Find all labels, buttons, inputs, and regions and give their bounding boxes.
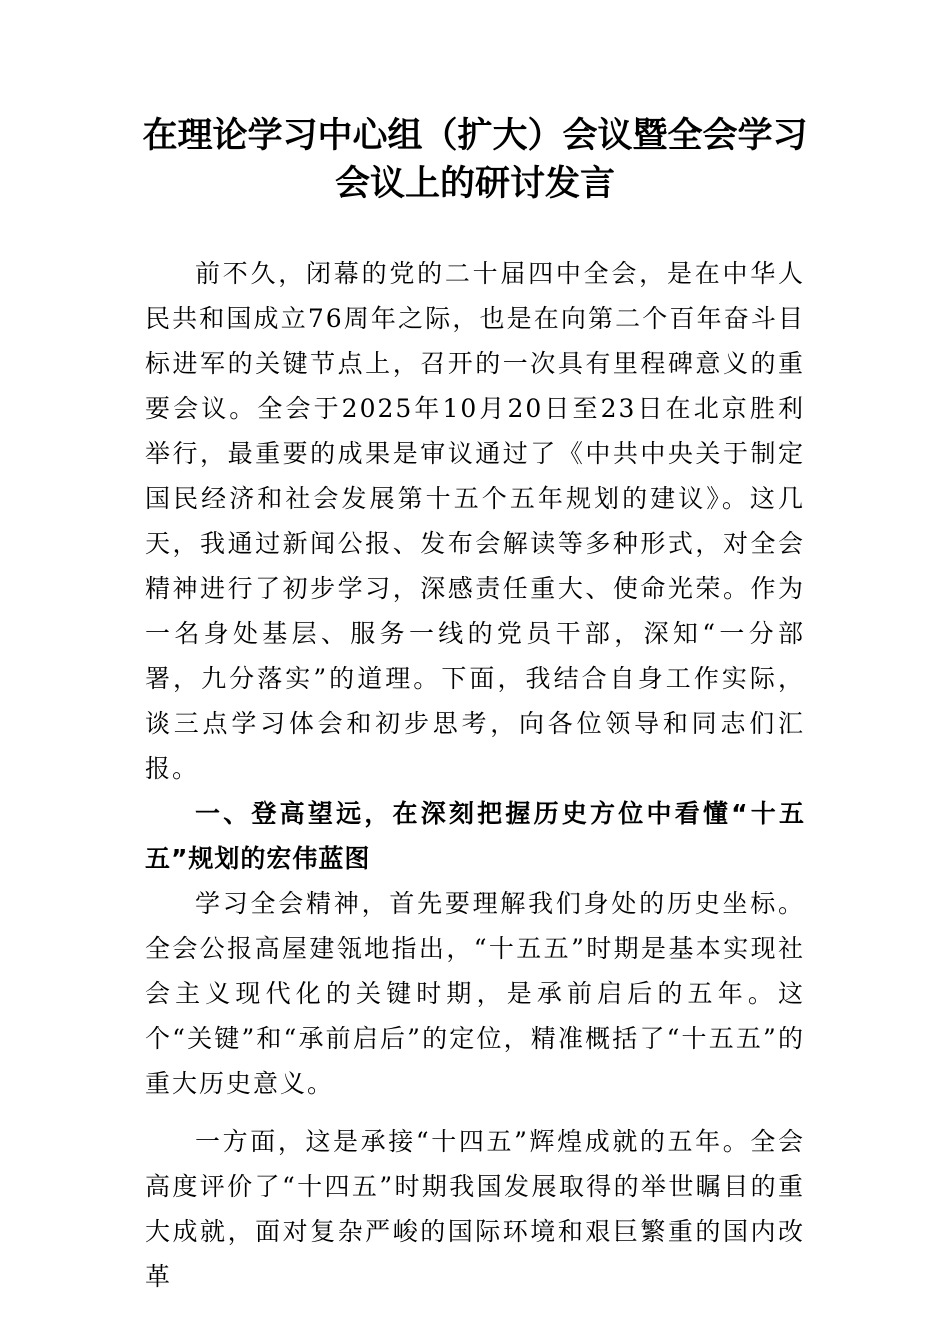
document-title: 在理论学习中心组（扩大）会议暨全会学习会议上的研讨发言	[142, 115, 808, 204]
section-paragraph: 一方面，这是承接“十四五”辉煌成就的五年。全会高度评价了“十四五”时期我国发展取得的举世瞩目的重大成就，面对复杂严峻的国际环境和艰巨繁重的国内改革	[145, 1127, 805, 1291]
document-body	[145, 251, 805, 1299]
intro-paragraph: 前不久，闭幕的党的二十届四中全会，是在中华人民共和国成立76周年之际，也是在向第二个百年奋斗目标进军的关键节点上，召开的一次具有里程碑意义的重要会议。全会于2025年10月20日至23日在北京胜利举行，最重要的成果是审议通过了《中共中央关于制定国民经济和社会发展第十五个五年规划的建议》。这几天，我通过新闻公报、发布会解读等多种形式，对全会精神进行了初步学习，深感责任重大、使命光荣。作为一名身处基层、服务一线的党员干部，深知“一分部署，九分落实”的道理。下面，我结合自身工作实际，谈三点学习体会和初步思考，向各位领导和同志们汇报。	[145, 259, 805, 783]
section-paragraph: 学习全会精神，首先要理解我们身处的历史坐标。全会公报高屋建瓴地指出，“十五五”时期是基本实现社会主义现代化的关键时期，是承前启后的五年。这个“关键”和“承前启后”的定位，精准概括了“十五五”的重大历史意义。	[145, 889, 805, 1098]
section-heading: 一、登高望远，在深刻把握历史方位中看懂“十五五”规划的宏伟蓝图	[145, 799, 805, 873]
